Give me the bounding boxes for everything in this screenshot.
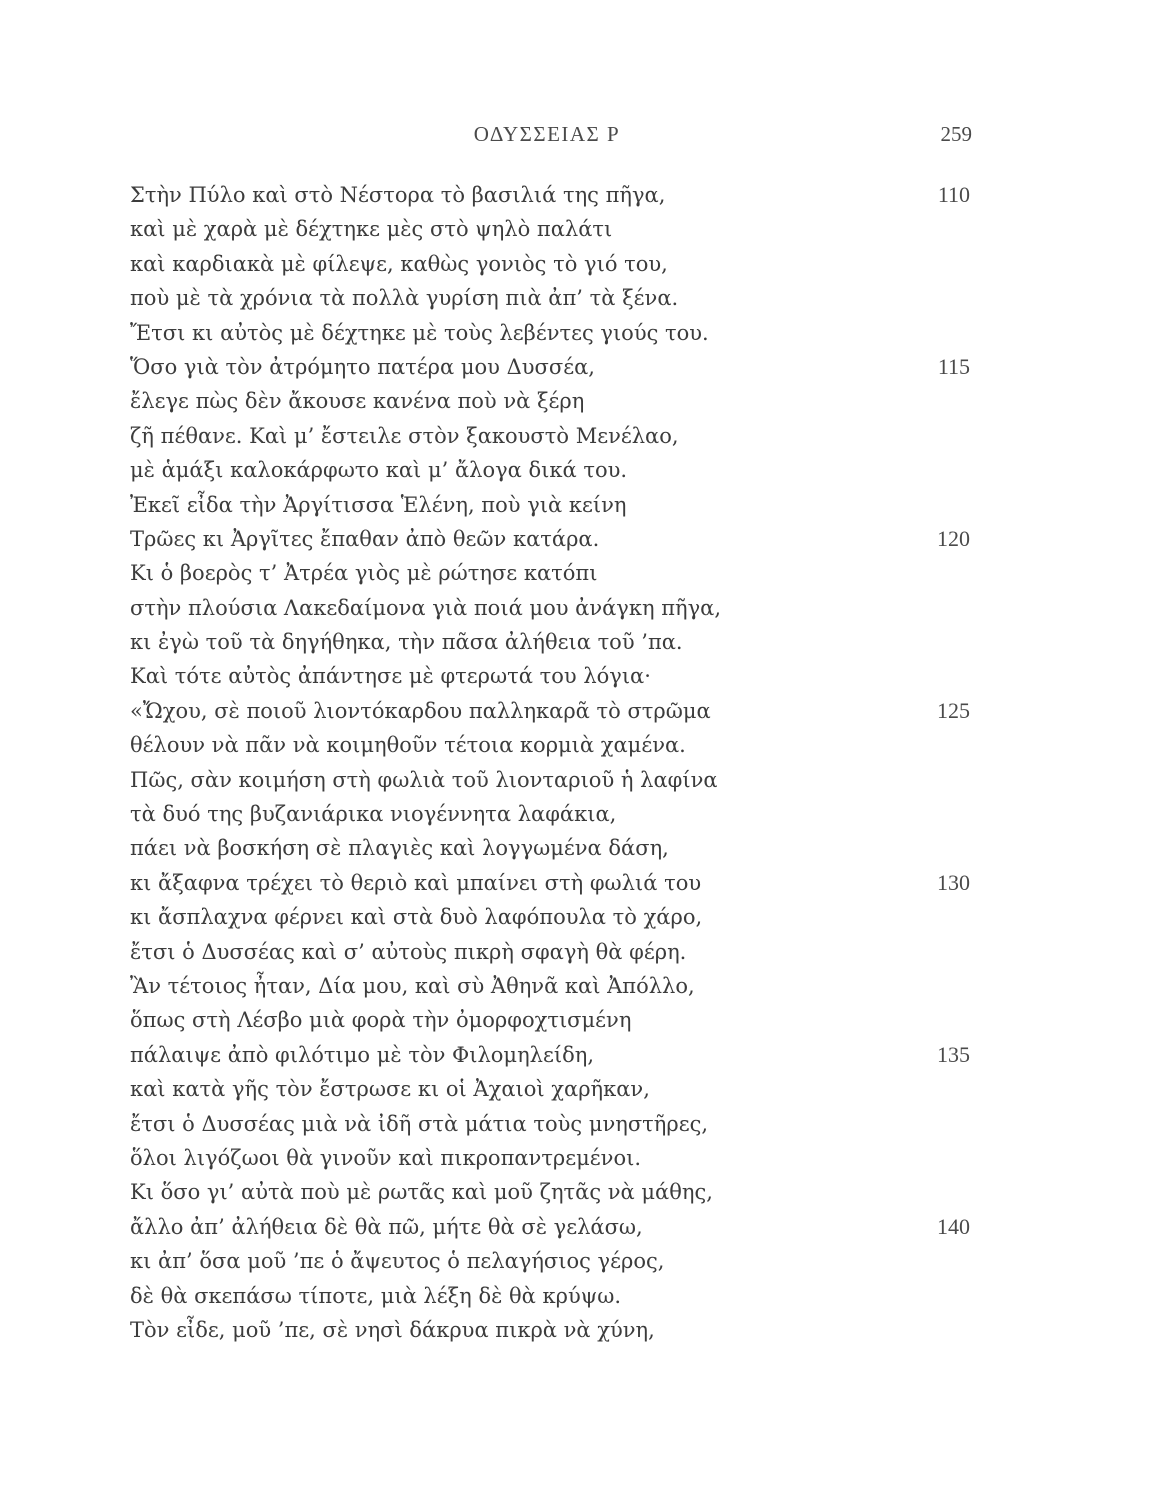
verse-text: ἄλλο ἀπ’ ἀλήθεια δὲ θὰ πῶ, μήτε θὰ σὲ γελάσω, <box>130 1214 643 1239</box>
verse-text: Πῶς, σὰν κοιμήση στὴ φωλιὰ τοῦ λιονταριοῦ ἡ λαφίνα <box>130 767 718 792</box>
verse-line <box>130 866 980 900</box>
verse-line <box>130 556 980 590</box>
verse-text: «Ὤχου, σὲ ποιοῦ λιοντόκαρδου παλληκαρᾶ τὸ στρῶμα <box>130 698 711 723</box>
verse-line <box>130 797 980 831</box>
verse-line <box>130 1244 980 1278</box>
verse-number: 140 <box>937 1213 970 1239</box>
verse-number: 110 <box>937 182 970 207</box>
running-head <box>0 122 1160 152</box>
verse-text: ζῆ πέθανε. Καὶ μ’ ἔστειλε στὸν ξακουστὸ Μενέλαο, <box>130 423 679 448</box>
verse-text: Τὸν εἶδε, μοῦ ’πε, σὲ νησὶ δάκρυα πικρὰ νὰ χύνη, <box>130 1317 655 1342</box>
verse-line <box>130 1072 980 1106</box>
verse-line <box>130 384 980 418</box>
verse-line <box>130 831 980 865</box>
verse-line <box>130 488 980 522</box>
verse-line <box>130 1107 980 1141</box>
verse-line <box>130 763 980 797</box>
verse-line <box>130 694 980 728</box>
verse-line <box>130 659 980 693</box>
verse-text: κι ἄσπλαχνα φέρνει καὶ στὰ δυὸ λαφόπουλα τὸ χάρο, <box>130 905 703 930</box>
verse-text: δὲ θὰ σκεπάσω τίποτε, μιὰ λέξη δὲ θὰ κρύψω. <box>130 1283 622 1308</box>
verse-line <box>130 419 980 453</box>
verse-number: 115 <box>937 353 970 379</box>
verse-line <box>130 1003 980 1037</box>
verse-line <box>130 350 980 384</box>
verse-text: μὲ ἁμάξι καλοκάρφωτο καὶ μ’ ἄλογα δικά του. <box>130 458 628 483</box>
verse-line <box>130 247 980 281</box>
verse-line <box>130 625 980 659</box>
verse-text: Τρῶες κι Ἀργῖτες ἔπαθαν ἀπὸ θεῶν κατάρα. <box>130 526 600 551</box>
verse-text: Ἐκεῖ εἶδα τὴν Ἀργίτισσα Ἑλένη, ποὺ γιὰ κείνη <box>130 492 627 517</box>
verse-text: Ἔτσι κι αὐτὸς μὲ δέχτηκε μὲ τοὺς λεβέντες γιούς του. <box>130 320 709 345</box>
verse-line <box>130 1313 980 1347</box>
running-title: ΟΔΥΣΣΕΙΑΣ Ρ <box>473 122 621 146</box>
page-number: 259 <box>940 122 972 146</box>
verse-text: ἔτσι ὁ Δυσσέας μιὰ νὰ ἰδῆ στὰ μάτια τοὺς μνηστῆρες, <box>130 1111 709 1136</box>
verse-number: 135 <box>937 1041 970 1067</box>
verse-number: 120 <box>937 525 970 551</box>
verse-line <box>130 728 980 762</box>
verse-text: καὶ καρδιακὰ μὲ φίλεψε, καθὼς γονιὸς τὸ γιό του, <box>130 251 668 276</box>
verse-text: ἔλεγε πὼς δὲν ἄκουσε κανένα ποὺ νὰ ξέρη <box>130 389 585 414</box>
verse-line <box>130 522 980 556</box>
verse-text: ὅπως στὴ Λέσβο μιὰ φορὰ τὴν ὀμορφοχτισμένη <box>130 1008 632 1033</box>
verse-text: Στὴν Πύλο καὶ στὸ Νέστορα τὸ βασιλιά της πῆγα, <box>130 183 666 207</box>
verse-text: ὅλοι λιγόζωοι θὰ γινοῦν καὶ πικροπαντρεμένοι. <box>130 1145 642 1170</box>
verse-text: πάει νὰ βοσκήση σὲ πλαγιὲς καὶ λογγωμένα δάση, <box>130 836 669 861</box>
verse-line <box>130 1175 980 1209</box>
verse-text: στὴν πλούσια Λακεδαίμονα γιὰ ποιά μου ἀνάγκη πῆγα, <box>130 595 722 620</box>
verse-line <box>130 1141 980 1175</box>
verse-line <box>130 1279 980 1313</box>
verse-line <box>130 212 980 246</box>
verse-line <box>130 969 980 1003</box>
verse-text: καὶ κατὰ γῆς τὸν ἔστρωσε κι οἱ Ἀχαιοὶ χαρῆκαν, <box>130 1077 650 1102</box>
verse-text: κι ἐγὼ τοῦ τὰ δηγήθηκα, τὴν πᾶσα ἀλήθεια τοῦ ’πα. <box>130 630 683 655</box>
verse-line <box>130 1210 980 1244</box>
verse-line <box>130 281 980 315</box>
verse-text: κι ἀπ’ ὅσα μοῦ ’πε ὁ ἄψευτος ὁ πελαγήσιος γέρος, <box>130 1249 665 1274</box>
verse-text: Καὶ τότε αὐτὸς ἀπάντησε μὲ φτερωτά του λόγια· <box>130 664 651 689</box>
verse-text: ἔτσι ὁ Δυσσέας καὶ σ’ αὐτοὺς πικρὴ σφαγὴ θὰ φέρη. <box>130 939 687 964</box>
verse-number: 125 <box>937 697 970 723</box>
verse-text: πάλαιψε ἀπὸ φιλότιμο μὲ τὸν Φιλομηλείδη, <box>130 1042 594 1067</box>
verse-text: ποὺ μὲ τὰ χρόνια τὰ πολλὰ γυρίση πιὰ ἀπ’ τὰ ξένα. <box>130 286 679 311</box>
verse-line <box>130 453 980 487</box>
verse-text: τὰ δυό της βυζανιάρικα νιογέννητα λαφάκια, <box>130 802 617 827</box>
verse-line <box>130 935 980 969</box>
verse-line <box>130 1038 980 1072</box>
verse-text: Ἂν τέτοιος ἦταν, Δία μου, καὶ σὺ Ἀθηνᾶ καὶ Ἀπόλλο, <box>130 973 695 998</box>
verse-text: κι ἄξαφνα τρέχει τὸ θεριὸ καὶ μπαίνει στὴ φωλιά του <box>130 870 702 895</box>
verse-text: καὶ μὲ χαρὰ μὲ δέχτηκε μὲς στὸ ψηλὸ παλάτι <box>130 217 613 242</box>
verse-text: Κι ὅσο γι’ αὐτὰ ποὺ μὲ ρωτᾶς καὶ μοῦ ζητᾶς νὰ μάθης, <box>130 1180 713 1205</box>
verse-line <box>130 316 980 350</box>
verse-number: 130 <box>937 869 970 895</box>
verse-line <box>130 178 980 212</box>
verse-line <box>130 591 980 625</box>
verse-list <box>130 178 980 1347</box>
verse-line <box>130 900 980 934</box>
verse-text: Κι ὁ βοερὸς τ’ Ἀτρέα γιὸς μὲ ρώτησε κατόπι <box>130 561 598 586</box>
verse-text: Ὅσο γιὰ τὸν ἀτρόμητο πατέρα μου Δυσσέα, <box>130 354 595 379</box>
verse-text: θέλουν νὰ πᾶν νὰ κοιμηθοῦν τέτοια κορμιὰ χαμένα. <box>130 733 686 758</box>
